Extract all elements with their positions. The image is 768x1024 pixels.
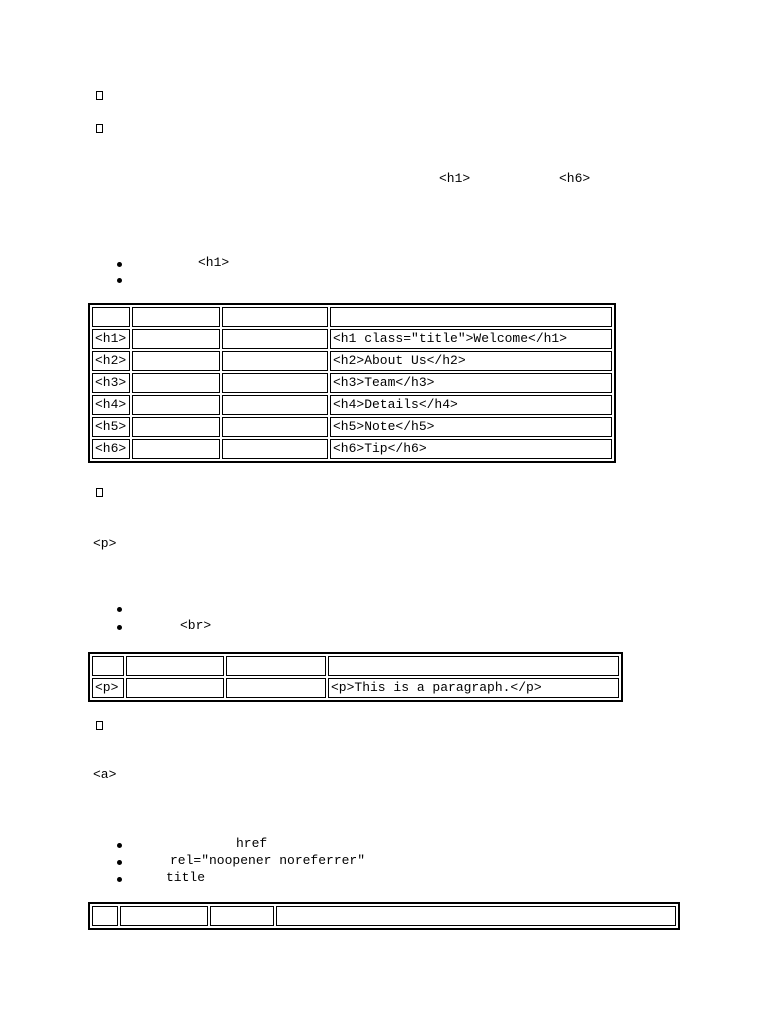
table-cell: <h6>Tip</h6> [330,439,612,459]
section-icon [96,721,103,730]
table-cell [222,351,328,371]
list-bullet [117,877,122,882]
table-cell [132,417,220,437]
table-cell [222,417,328,437]
table-cell: <h5> [92,417,130,437]
table-row [92,678,619,698]
list-item: href [236,836,268,851]
link-table [88,902,680,930]
table-cell: <h1> [92,329,130,349]
table-header-cell [120,906,208,926]
headings-table [88,303,616,463]
headings-tag-start: <h1> [439,171,471,186]
table-header-cell [328,656,619,676]
list-bullet [117,860,122,865]
table-cell [132,439,220,459]
table-header-cell [222,307,328,327]
table-cell: <h2> [92,351,130,371]
table-header-cell [126,656,224,676]
list-bullet [117,625,122,630]
section-icon [96,91,103,100]
list-item: rel="noopener noreferrer" [170,853,366,868]
table-cell: <p> [92,678,124,698]
table-row [92,417,612,437]
paragraph-tag: <p> [93,536,117,551]
table-header-cell [132,307,220,327]
list-item: title [166,870,206,885]
table-cell: <p>This is a paragraph.</p> [328,678,619,698]
table-cell [222,329,328,349]
list-bullet [117,843,122,848]
table-cell [222,373,328,393]
list-item: <h1> [198,255,230,270]
table-header-row [92,307,612,327]
table-cell [226,678,326,698]
table-header-cell [226,656,326,676]
table-header-cell [92,656,124,676]
table-header-cell [92,307,130,327]
list-bullet [117,262,122,267]
table-cell [132,351,220,371]
table-cell: <h1 class="title">Welcome</h1> [330,329,612,349]
table-cell: <h6> [92,439,130,459]
table-cell [222,439,328,459]
table-cell [126,678,224,698]
section-icon [96,124,103,133]
table-cell [132,395,220,415]
table-cell [132,373,220,393]
table-row [92,395,612,415]
table-cell [132,329,220,349]
table-cell: <h4> [92,395,130,415]
table-row [92,373,612,393]
paragraph-table [88,652,623,702]
list-item: <br> [180,618,212,633]
table-cell: <h3>Team</h3> [330,373,612,393]
table-header-row [92,906,676,926]
table-header-row [92,656,619,676]
headings-tag-end: <h6> [559,171,591,186]
section-icon [96,488,103,497]
table-header-cell [330,307,612,327]
list-bullet [117,607,122,612]
table-cell: <h5>Note</h5> [330,417,612,437]
link-tag: <a> [93,767,117,782]
table-cell: <h2>About Us</h2> [330,351,612,371]
table-header-cell [92,906,118,926]
table-row [92,439,612,459]
table-row [92,329,612,349]
table-header-cell [210,906,274,926]
list-bullet [117,278,122,283]
table-row [92,351,612,371]
table-cell [222,395,328,415]
table-header-cell [276,906,676,926]
table-cell: <h4>Details</h4> [330,395,612,415]
table-cell: <h3> [92,373,130,393]
